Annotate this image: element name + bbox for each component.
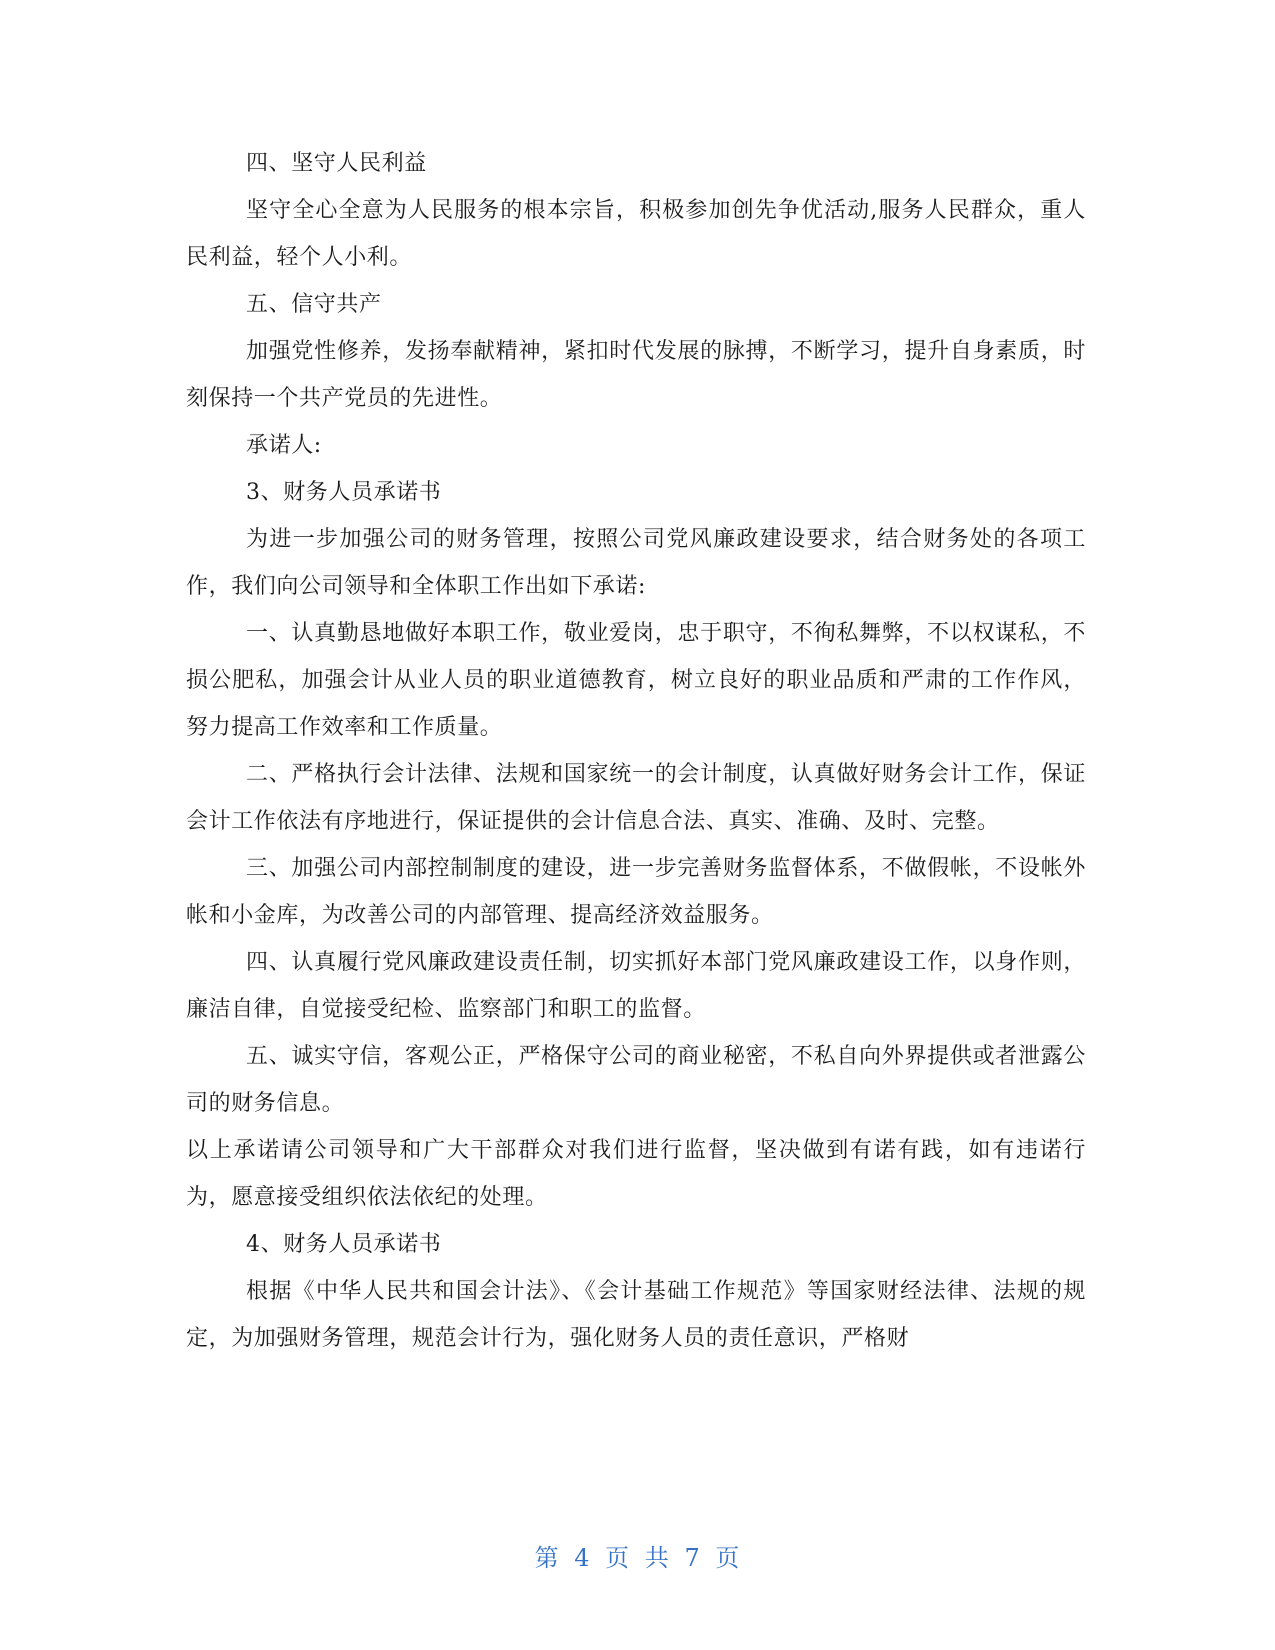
document-body — [186, 140, 1086, 1362]
page-label-mid: 页 共 — [605, 1544, 670, 1572]
paragraph: 加强党性修养，发扬奉献精神，紧扣时代发展的脉搏，不断学习，提升自身素质，时刻保持一个共产党员的先进性。 — [186, 339, 1086, 411]
page-label-prefix: 第 — [534, 1544, 560, 1572]
paragraph: 为进一步加强公司的财务管理，按照公司党风廉政建设要求，结合财务处的各项工作，我们向公司领导和全体职工作出如下承诺: — [186, 527, 1086, 599]
total-pages-number: 7 — [684, 1544, 701, 1572]
current-page-number: 4 — [574, 1544, 591, 1572]
paragraph: 以上承诺请公司领导和广大干部群众对我们进行监督，坚决做到有诺有践，如有违诺行为，愿意接受组织依法依纪的处理。 — [186, 1138, 1086, 1210]
paragraph: 四、认真履行党风廉政建设责任制，切实抓好本部门党风廉政建设工作，以身作则，廉洁自律，自觉接受纪检、监察部门和职工的监督。 — [186, 950, 1086, 1022]
section-heading: 四、坚守人民利益 — [246, 151, 427, 176]
paragraph: 三、加强公司内部控制制度的建设，进一步完善财务监督体系，不做假帐，不设帐外帐和小金库，为改善公司的内部管理、提高经济效益服务。 — [186, 856, 1086, 928]
paragraph: 坚守全心全意为人民服务的根本宗旨，积极参加创先争优活动,服务人民群众，重人民利益，轻个人小利。 — [186, 198, 1086, 270]
paragraph: 一、认真勤恳地做好本职工作，敬业爱岗，忠于职守，不徇私舞弊，不以权谋私，不损公肥私，加强会计从业人员的职业道德教育，树立良好的职业品质和严肃的工作作风，努力提高工作效率和工作质量。 — [186, 621, 1086, 740]
page-label-suffix: 页 — [715, 1544, 741, 1572]
signature-line: 承诺人: — [246, 433, 322, 458]
document-title: 4、财务人员承诺书 — [246, 1232, 442, 1257]
paragraph: 根据《中华人民共和国会计法》、《会计基础工作规范》等国家财经法律、法规的规定，为加强财务管理，规范会计行为，强化财务人员的责任意识，严格财 — [186, 1279, 1086, 1351]
document-title: 3、财务人员承诺书 — [246, 480, 442, 505]
page-footer — [0, 1538, 1275, 1573]
section-heading: 五、信守共产 — [246, 292, 382, 317]
paragraph: 二、严格执行会计法律、法规和国家统一的会计制度，认真做好财务会计工作，保证会计工作依法有序地进行，保证提供的会计信息合法、真实、准确、及时、完整。 — [186, 762, 1086, 834]
paragraph: 五、诚实守信，客观公正，严格保守公司的商业秘密，不私自向外界提供或者泄露公司的财务信息。 — [186, 1044, 1086, 1116]
